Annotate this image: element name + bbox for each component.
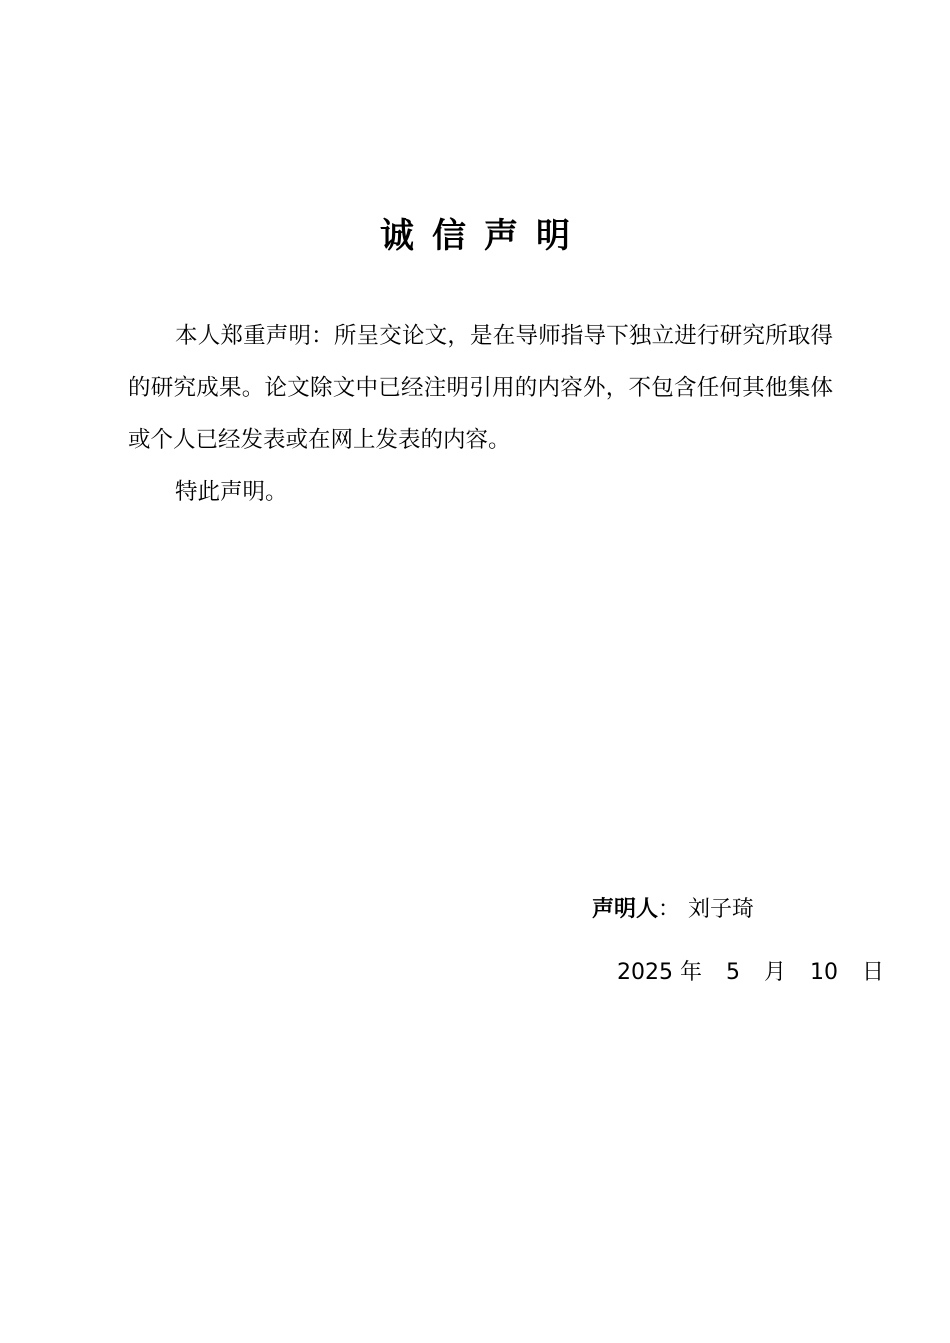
closing-paragraph: 特此声明。: [175, 479, 288, 505]
signature-label: 声明人: [592, 897, 659, 922]
declaration-paragraph: 本人郑重声明：所呈交论文，是在导师指导下独立进行研究所取得的研究成果。论文除文中已经注明引用的内容外，不包含任何其他集体或个人已经发表或在网上发表的内容。: [128, 323, 833, 453]
declaration-body: [128, 310, 833, 518]
signature-line: [592, 888, 754, 932]
date-month-unit: 月: [764, 960, 787, 985]
signature-colon: ：: [658, 897, 681, 922]
signature-name: 刘子琦: [688, 897, 755, 922]
date-year-unit: 年: [680, 960, 703, 985]
date-day-unit: 日: [862, 960, 885, 985]
date-line: [617, 951, 884, 995]
date-year: 2025: [617, 960, 673, 985]
date-month: 5: [726, 960, 741, 985]
page-title: 诚信声明: [380, 216, 588, 256]
date-day: 10: [810, 960, 839, 985]
